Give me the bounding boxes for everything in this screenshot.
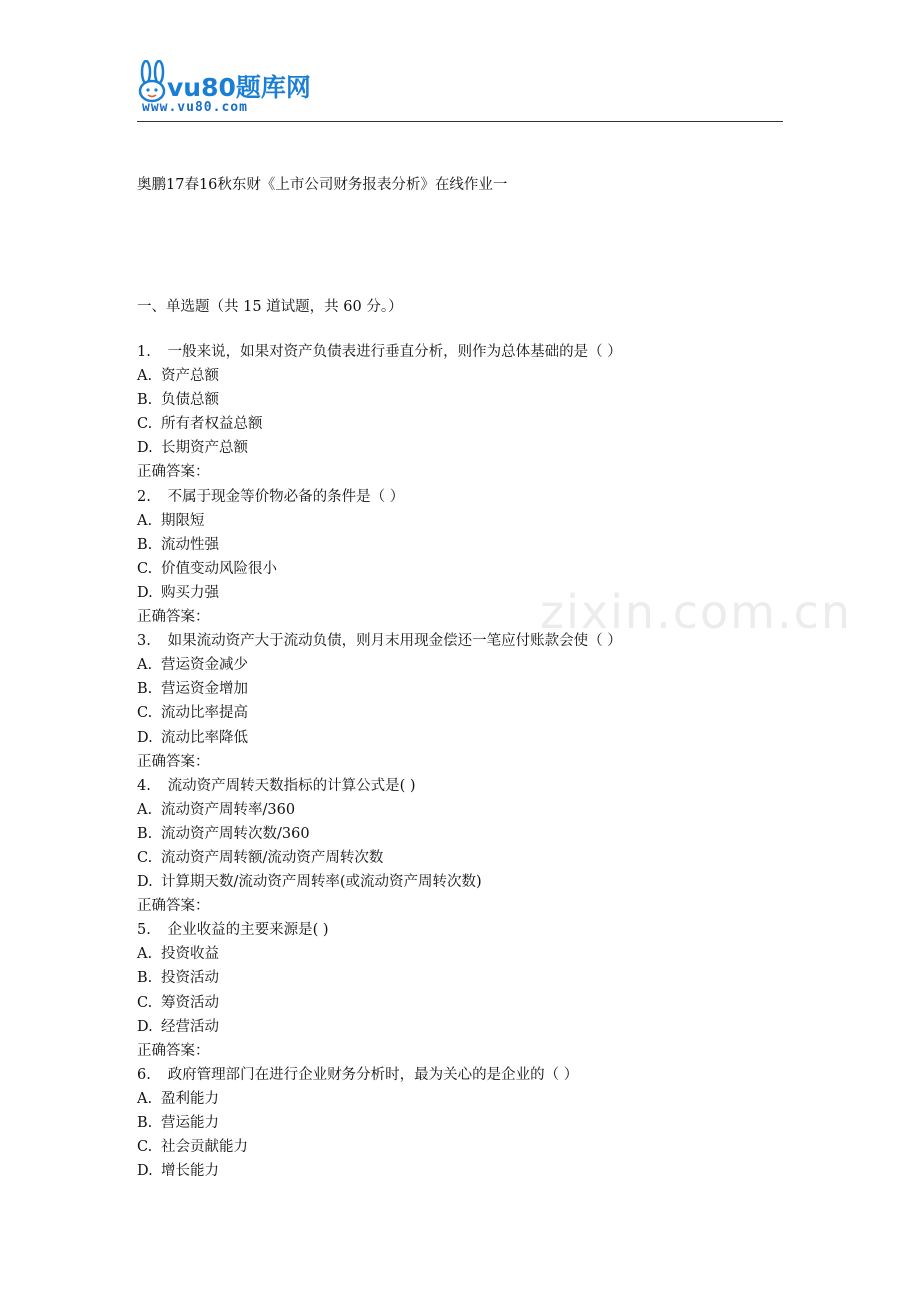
option-text: 投资收益 <box>161 946 219 963</box>
correct-answer-label: 正确答案： <box>137 609 210 626</box>
question-number: 6. <box>137 1066 151 1083</box>
answer-option[interactable] <box>137 509 783 533</box>
option-text: 价值变动风险很小 <box>161 560 277 577</box>
option-key: B. <box>137 681 153 698</box>
watermark-text: zixin.com.cn <box>540 585 853 639</box>
option-key: A. <box>137 368 153 385</box>
option-text: 营运资金减少 <box>161 657 248 674</box>
option-key: A. <box>137 512 153 529</box>
option-key: D. <box>137 1163 153 1180</box>
option-text: 期限短 <box>161 512 205 529</box>
logo-url-text: www.vu80.com <box>142 100 248 115</box>
bunny-mascot-icon <box>137 60 171 104</box>
answer-option[interactable] <box>137 653 783 677</box>
answer-option[interactable] <box>137 1111 783 1135</box>
logo-brand-text: vu80题库网 <box>167 73 311 102</box>
option-key: C. <box>137 560 153 577</box>
option-text: 资产总额 <box>161 368 219 385</box>
option-key: B. <box>137 1115 153 1131</box>
option-key: C. <box>137 705 153 722</box>
answer-option[interactable] <box>137 942 783 966</box>
option-text: 筹资活动 <box>161 994 219 1011</box>
option-text: 流动比率降低 <box>161 729 248 746</box>
option-text: 经营活动 <box>161 1018 219 1035</box>
answer-option[interactable] <box>137 677 783 701</box>
correct-answer-label: 正确答案： <box>137 898 210 915</box>
answer-option[interactable] <box>137 726 783 750</box>
option-key: D. <box>137 729 153 746</box>
option-key: D. <box>137 1018 153 1035</box>
header-divider <box>137 121 783 122</box>
option-key: C. <box>137 994 153 1011</box>
option-key: C. <box>137 1139 153 1156</box>
answer-option[interactable] <box>137 1087 783 1111</box>
answer-option[interactable] <box>137 798 783 822</box>
option-text: 营运资金增加 <box>161 681 248 698</box>
option-text: 流动性强 <box>161 536 219 553</box>
answer-option[interactable] <box>137 1135 783 1159</box>
option-key: B. <box>137 536 153 553</box>
section-heading: 一、单选题（共 15 道试题，共 60 分。） <box>137 299 403 315</box>
option-text: 社会贡献能力 <box>161 1139 248 1156</box>
question-text: 如果流动资产大于流动负债，则月末用现金偿还一笔应付账款会使（ ） <box>163 633 622 650</box>
question-text: 一般来说，如果对资产负债表进行垂直分析，则作为总体基础的是（ ） <box>163 344 622 360</box>
option-key: B. <box>137 970 153 987</box>
option-text: 长期资产总额 <box>161 440 248 457</box>
question-number: 1. <box>137 344 151 360</box>
option-text: 投资活动 <box>161 970 219 987</box>
question-stem <box>137 1063 783 1087</box>
question-stem <box>137 918 783 942</box>
answer-option[interactable] <box>137 870 783 894</box>
option-text: 流动资产周转率/360 <box>161 801 296 818</box>
answer-option[interactable] <box>137 1159 783 1183</box>
option-key: A. <box>137 657 153 674</box>
option-text: 营运能力 <box>161 1115 219 1131</box>
answer-option[interactable] <box>137 991 783 1015</box>
option-text: 增长能力 <box>161 1163 219 1180</box>
correct-answer-label: 正确答案： <box>137 1042 210 1059</box>
option-key: A. <box>137 801 153 818</box>
option-key: C. <box>137 416 153 433</box>
question-number: 3. <box>137 633 151 650</box>
option-text: 负债总额 <box>161 392 219 409</box>
correct-answer-label: 正确答案： <box>137 464 210 481</box>
option-key: D. <box>137 584 153 601</box>
option-key: A. <box>137 1090 153 1107</box>
answer-option[interactable] <box>137 364 783 388</box>
option-key: A. <box>137 946 153 963</box>
question-list <box>137 340 783 1183</box>
question-number: 5. <box>137 922 151 939</box>
answer-option[interactable] <box>137 388 783 412</box>
question-text: 不属于现金等价物必备的条件是（ ） <box>163 488 405 505</box>
option-text: 流动资产周转次数/360 <box>161 825 310 842</box>
answer-option[interactable] <box>137 533 783 557</box>
option-text: 流动比率提高 <box>161 705 248 722</box>
option-text: 计算期天数/流动资产周转率(或流动资产周转次数) <box>161 874 482 891</box>
question-text: 政府管理部门在进行企业财务分析时，最为关心的是企业的（ ） <box>163 1066 579 1083</box>
option-text: 盈利能力 <box>161 1090 219 1107</box>
site-logo[interactable] <box>137 60 327 120</box>
option-key: B. <box>137 392 153 409</box>
answer-option[interactable] <box>137 966 783 990</box>
answer-option[interactable] <box>137 436 783 460</box>
answer-option[interactable] <box>137 822 783 846</box>
question-stem <box>137 774 783 798</box>
question-number: 4. <box>137 777 151 794</box>
question-text: 企业收益的主要来源是( ) <box>163 922 329 939</box>
correct-answer-label: 正确答案： <box>137 753 210 770</box>
question-number: 2. <box>137 488 151 505</box>
question-stem <box>137 340 783 364</box>
option-key: D. <box>137 440 153 457</box>
option-text: 流动资产周转额/流动资产周转次数 <box>161 849 384 866</box>
option-key: C. <box>137 849 153 866</box>
option-text: 购买力强 <box>161 584 219 601</box>
option-text: 所有者权益总额 <box>161 416 263 433</box>
answer-option[interactable] <box>137 701 783 725</box>
question-text: 流动资产周转天数指标的计算公式是( ) <box>163 777 416 794</box>
question-stem <box>137 485 783 509</box>
document-title: 奥鹏17春16秋东财《上市公司财务报表分析》在线作业一 <box>137 177 508 193</box>
option-key: D. <box>137 874 153 891</box>
option-key: B. <box>137 825 153 842</box>
answer-option[interactable] <box>137 557 783 581</box>
answer-option[interactable] <box>137 846 783 870</box>
answer-option[interactable] <box>137 1015 783 1039</box>
answer-option[interactable] <box>137 412 783 436</box>
